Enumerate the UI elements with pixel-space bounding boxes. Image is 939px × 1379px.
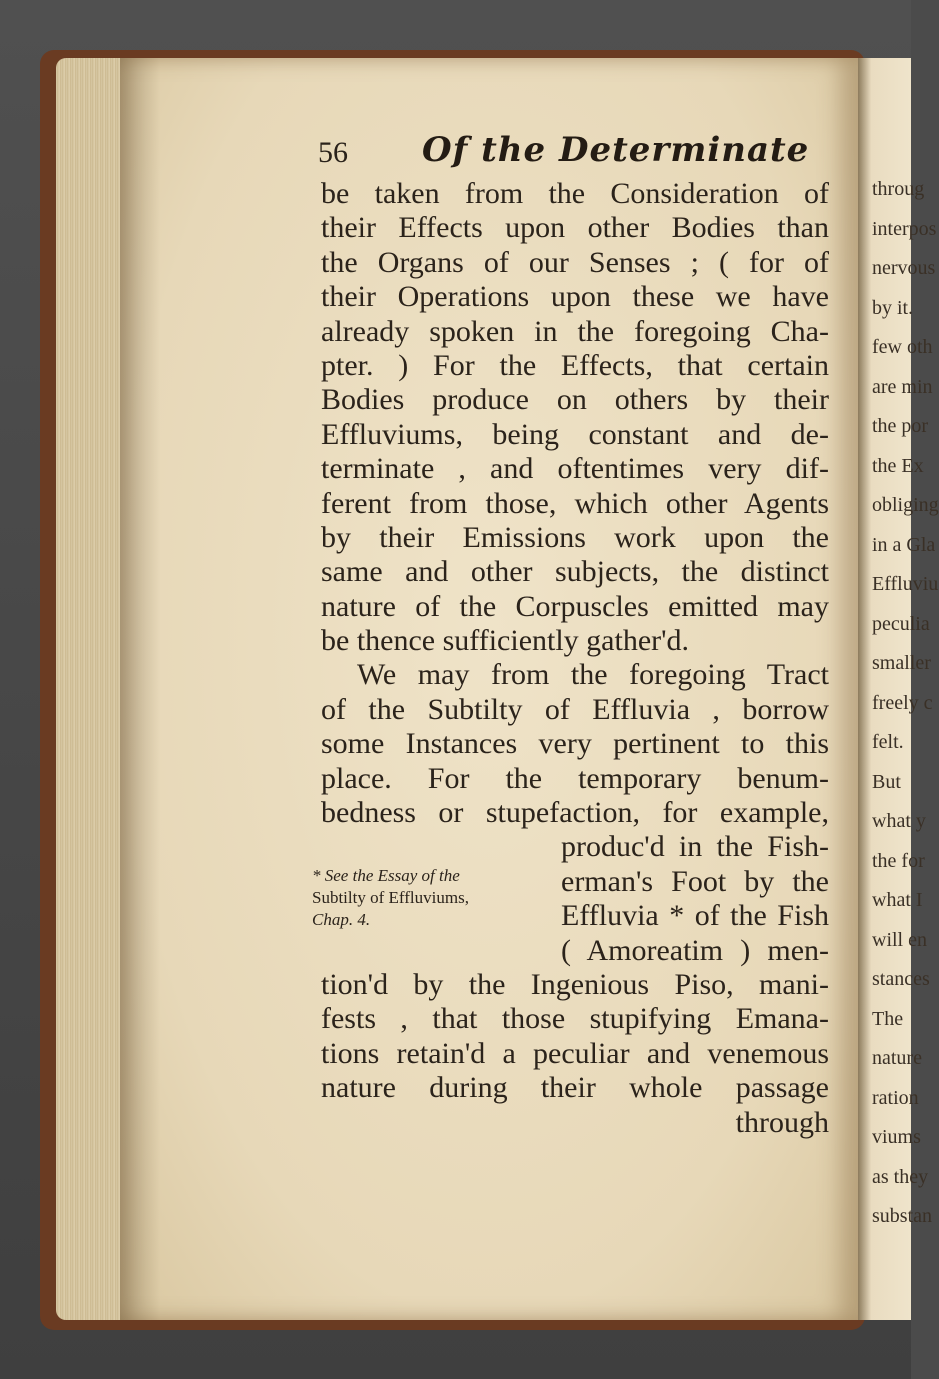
text-line: be thence sufficiently gather'd.: [321, 624, 690, 658]
text-line: We may from the foregoing Tract: [357, 658, 829, 692]
text-line: nature of the Corpuscles emitted may: [321, 589, 829, 623]
text-line: produc'd in the Fish-: [561, 830, 829, 864]
page-number: 56: [318, 136, 348, 169]
running-head: [318, 128, 838, 178]
side-note: [312, 865, 540, 931]
text-line: be taken from the Consideration of: [321, 177, 829, 210]
text-line: already spoken in the foregoing Cha-: [321, 314, 829, 348]
next-page-fragment: the Ex: [872, 454, 924, 477]
text-line: tion'd by the Ingenious Piso, mani-: [321, 967, 829, 1001]
text-line: place. For the temporary benum-: [321, 761, 829, 795]
next-page-edge: [858, 58, 939, 1320]
text-line: of the Subtilty of Effluvia , borrow: [321, 692, 829, 726]
next-page-fragment: as they: [872, 1165, 929, 1188]
next-page-fragment: Effluviu: [872, 573, 939, 595]
text-line: Bodies produce on others by their: [321, 383, 829, 417]
next-page-fragment: in a Gla: [872, 533, 936, 556]
next-page-fragment: throug: [872, 178, 925, 200]
catchword: through: [735, 1105, 829, 1139]
side-note-line: Chap. 4.: [312, 910, 371, 929]
page-edges: [56, 58, 122, 1320]
text-line: pter. ) For the Effects, that certain: [321, 348, 829, 382]
text-line: their Operations upon these we have: [321, 280, 829, 314]
next-page-fragment: the for: [872, 849, 925, 872]
text-line: their Effects upon other Bodies than: [321, 211, 829, 245]
next-page-fragment: smaller: [872, 652, 931, 674]
text-line: ( Amoreatim ) men-: [561, 933, 829, 967]
next-page-fragment: stances: [872, 968, 930, 990]
text-line: fests , that those stupifying Emana-: [321, 1002, 829, 1036]
text-line: Effluviums, being constant and de-: [321, 417, 829, 451]
next-page-fragment: felt.: [872, 731, 904, 753]
next-page-fragment: will en: [872, 928, 927, 951]
next-page-fragment: what I: [872, 889, 923, 911]
text-line: same and other subjects, the distinct: [321, 555, 829, 589]
next-page-fragment: substan: [872, 1205, 932, 1227]
text-line: erman's Foot by the: [561, 864, 829, 898]
body-text: [321, 177, 829, 1140]
next-page-fragment: freely c: [872, 691, 933, 714]
next-page-fragment: are min: [872, 375, 933, 398]
side-note-line: Subtilty of Effluviums,: [312, 888, 469, 907]
next-page-fragment: The: [872, 1007, 904, 1030]
next-page-fragment: what y: [872, 810, 926, 832]
next-page-fragment: obliging: [872, 494, 939, 516]
text-line: ferent from those, which other Agents: [321, 486, 829, 520]
running-head-title: Of the Determinate: [422, 130, 810, 170]
text-line: the Organs of our Senses ; ( for of: [321, 245, 829, 279]
next-page-fragment: interpos: [872, 217, 937, 240]
next-page-fragment: nature: [872, 1047, 922, 1069]
next-page-fragment: But: [872, 770, 901, 793]
text-line: bedness or stupefaction, for example,: [321, 796, 829, 830]
next-page-fragment: by it.: [872, 296, 914, 319]
next-page-fragment: nervous: [872, 257, 936, 279]
text-line: some Instances very pertinent to this: [321, 727, 829, 761]
next-page-fragment: few oth: [872, 336, 933, 358]
text-line: by their Emissions work upon the: [321, 520, 829, 554]
next-page-fragment: ration: [872, 1086, 919, 1109]
side-note-line: * See the Essay of the: [312, 866, 460, 885]
text-line: terminate , and oftentimes very dif-: [321, 452, 829, 486]
next-page-fragment: peculia: [872, 612, 930, 635]
gutter-shadow: [120, 58, 160, 1320]
text-line: nature during their whole passage: [321, 1071, 829, 1105]
text-line: Effluvia * of the Fish: [561, 899, 829, 933]
text-line: tions retain'd a peculiar and venemous: [321, 1036, 829, 1070]
next-page-fragment: viums: [872, 1126, 921, 1148]
next-page-fragment: the por: [872, 415, 929, 437]
